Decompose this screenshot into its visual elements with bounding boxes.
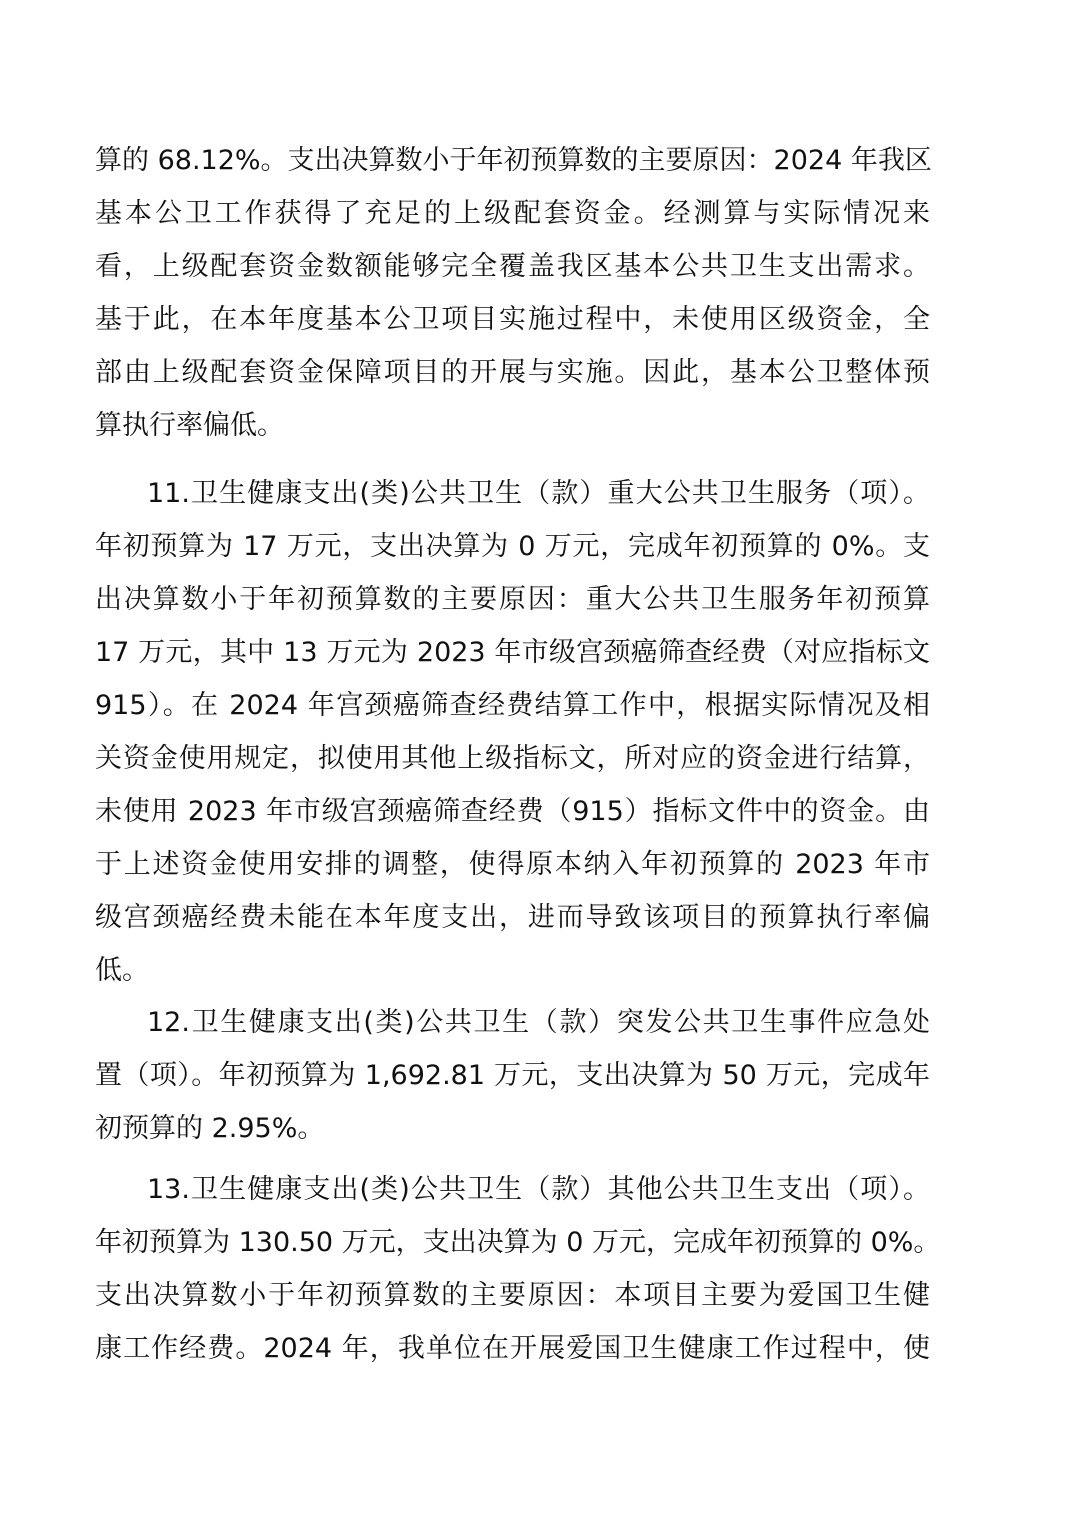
text-line: 康工作经费。2024 年，我单位在开展爱国卫生健康工作过程中，使 (95, 1333, 930, 1364)
text-line: 部由上级配套资金保障项目的开展与实施。因此，基本公卫整体预 (95, 357, 930, 388)
paragraph-item-11 (95, 467, 930, 997)
text-line: 12.卫生健康支出(类)公共卫生（款）突发公共卫生事件应急处 (147, 1007, 930, 1038)
paragraph-item-12 (95, 996, 930, 1155)
text-line: 算执行率偏低。 (95, 410, 284, 441)
text-line: 看，上级配套资金数额能够完全覆盖我区基本公共卫生支出需求。 (95, 251, 930, 282)
text-line: 年初预算为 130.50 万元，支出决算为 0 万元，完成年初预算的 0%。 (95, 1227, 941, 1258)
paragraph-basic-public-health (95, 134, 930, 452)
text-line: 基于此，在本年度基本公卫项目实施过程中，未使用区级资金，全 (95, 304, 930, 335)
text-line: 置（项）。年初预算为 1,692.81 万元，支出决算为 50 万元，完成年 (95, 1060, 930, 1091)
text-line: 级宫颈癌经费未能在本年度支出，进而导致该项目的预算执行率偏 (95, 902, 930, 933)
text-line: 915）。在 2024 年宫颈癌筛查经费结算工作中，根据实际情况及相 (95, 690, 930, 721)
text-line: 初预算的 2.95%。 (95, 1113, 325, 1144)
text-line: 低。 (95, 955, 149, 986)
text-line: 17 万元，其中 13 万元为 2023 年市级宫颈癌筛查经费（对应指标文 (95, 637, 930, 668)
text-line: 于上述资金使用安排的调整，使得原本纳入年初预算的 2023 年市 (95, 849, 930, 880)
text-line: 支出决算数小于年初预算数的主要原因：本项目主要为爱国卫生健 (95, 1280, 930, 1311)
text-line: 11.卫生健康支出(类)公共卫生（款）重大公共卫生服务（项）。 (147, 478, 930, 509)
paragraph-item-13 (95, 1163, 941, 1375)
text-line: 13.卫生健康支出(类)公共卫生（款）其他公共卫生支出（项）。 (147, 1174, 930, 1205)
text-line: 年初预算为 17 万元，支出决算为 0 万元，完成年初预算的 0%。支 (95, 531, 930, 562)
text-line: 出决算数小于年初预算数的主要原因：重大公共卫生服务年初预算 (95, 584, 930, 615)
text-line: 基本公卫工作获得了充足的上级配套资金。经测算与实际情况来 (95, 198, 930, 229)
text-line: 关资金使用规定，拟使用其他上级指标文，所对应的资金进行结算， (95, 743, 930, 774)
text-line: 算的 68.12%。支出决算数小于年初预算数的主要原因：2024 年我区 (95, 145, 932, 176)
text-line: 未使用 2023 年市级宫颈癌筛查经费（915）指标文件中的资金。由 (95, 796, 930, 827)
